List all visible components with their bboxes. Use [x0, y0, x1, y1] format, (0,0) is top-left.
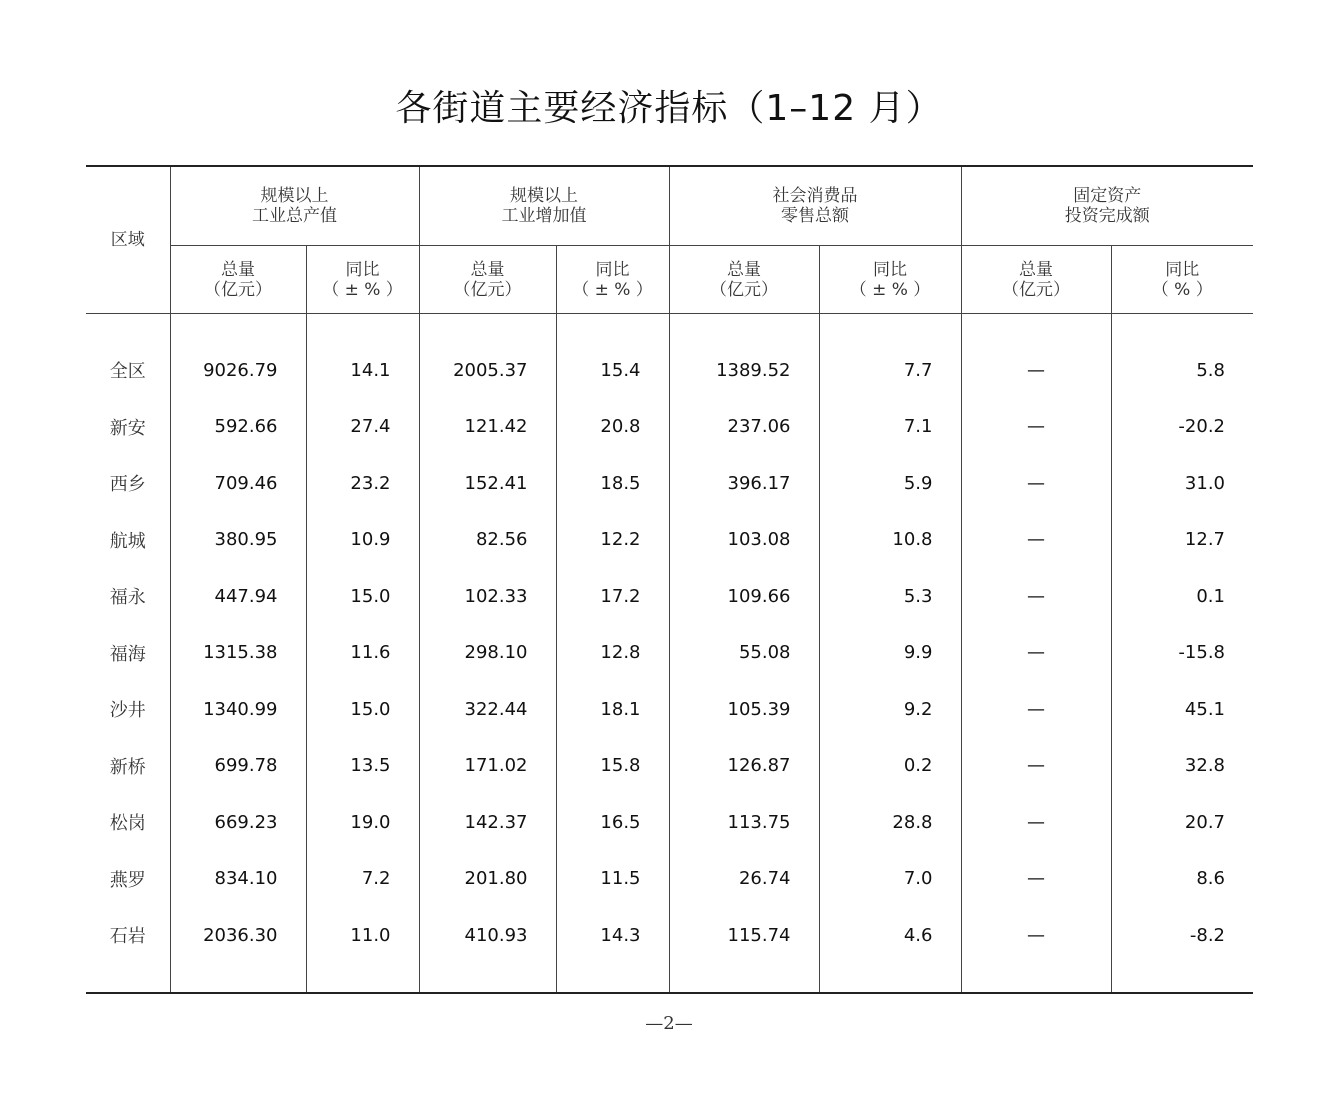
table-cell: -20.2 — [1111, 399, 1253, 456]
table-cell: 15.4 — [556, 342, 669, 399]
group-header-line1: 规模以上 — [260, 186, 329, 206]
sub-header-line2: （亿元） — [204, 279, 272, 300]
region-header: 区域 — [86, 166, 170, 314]
table-cell: 12.2 — [556, 512, 669, 569]
region-name: 新安 — [109, 417, 146, 439]
sub-header-line1: 总量 — [727, 259, 761, 280]
sub-header-line1: 总量 — [1019, 259, 1053, 280]
group-header — [669, 166, 961, 246]
table-cell: 28.8 — [819, 794, 961, 851]
table-row — [86, 399, 1253, 456]
group-header-line2: 投资完成额 — [1064, 206, 1150, 226]
table-cell: 5.8 — [1111, 342, 1253, 399]
table-header — [86, 166, 1253, 314]
table-cell: 4.6 — [819, 907, 961, 964]
group-header-line2: 工业增加值 — [501, 206, 587, 226]
region-name: 松岗 — [109, 813, 146, 835]
sub-header-line2: （亿元） — [1002, 279, 1070, 300]
table-cell: 298.10 — [419, 625, 556, 682]
table-cell: 396.17 — [669, 455, 819, 512]
table-cell: 237.06 — [669, 399, 819, 456]
sub-header — [1111, 246, 1253, 314]
sub-header — [419, 246, 556, 314]
table-cell: 18.1 — [556, 681, 669, 738]
table-cell: 23.2 — [306, 455, 419, 512]
sub-header-line1: 同比 — [345, 259, 380, 280]
table-cell: 152.41 — [419, 455, 556, 512]
table-row — [86, 681, 1253, 738]
group-header-line1: 固定资产 — [1073, 186, 1142, 206]
table-row — [86, 625, 1253, 682]
table-cell: — — [961, 794, 1111, 851]
region-name: 航城 — [109, 530, 146, 552]
table-row — [86, 568, 1253, 625]
table-cell: — — [961, 399, 1111, 456]
table-cell: 9.9 — [819, 625, 961, 682]
table-cell: — — [961, 342, 1111, 399]
group-header-line2: 工业总产值 — [252, 206, 337, 226]
spacer-row — [86, 964, 1253, 993]
table-cell: -15.8 — [1111, 625, 1253, 682]
table-cell: 410.93 — [419, 907, 556, 964]
table-cell: 45.1 — [1111, 681, 1253, 738]
table-row — [86, 512, 1253, 569]
sub-header-line2: （亿元） — [453, 279, 522, 300]
sub-header-line2: （亿元） — [710, 279, 778, 300]
table-cell: 55.08 — [669, 625, 819, 682]
table-cell: 9026.79 — [170, 342, 306, 399]
table-cell: — — [961, 851, 1111, 908]
table-cell: -8.2 — [1111, 907, 1253, 964]
table-cell: 26.74 — [669, 851, 819, 908]
sub-header-line2: （ ± % ） — [572, 279, 653, 300]
table-cell: 7.7 — [819, 342, 961, 399]
page-title: 各街道主要经济指标（1–12 月） — [395, 88, 943, 129]
table-cell: 20.7 — [1111, 794, 1253, 851]
sub-header — [819, 246, 961, 314]
group-header — [961, 166, 1253, 246]
table-body — [86, 314, 1253, 993]
table-cell: 19.0 — [306, 794, 419, 851]
table-cell: — — [961, 738, 1111, 795]
table-cell: 11.5 — [556, 851, 669, 908]
table-row — [86, 851, 1253, 908]
group-header-line1: 规模以上 — [510, 186, 578, 206]
table-cell: 12.7 — [1111, 512, 1253, 569]
table-cell: 18.5 — [556, 455, 669, 512]
region-name: 福永 — [109, 587, 146, 609]
table-cell: 15.0 — [306, 681, 419, 738]
table-cell: 669.23 — [170, 794, 306, 851]
table-cell: 7.1 — [819, 399, 961, 456]
table-cell: 14.1 — [306, 342, 419, 399]
table-cell: 102.33 — [419, 568, 556, 625]
table-row — [86, 738, 1253, 795]
table-cell: 592.66 — [170, 399, 306, 456]
table-cell: 13.5 — [306, 738, 419, 795]
table-cell: 1315.38 — [170, 625, 306, 682]
region-name: 燕罗 — [109, 869, 146, 891]
table-cell: 2036.30 — [170, 907, 306, 964]
economic-indicators-table — [86, 165, 1253, 994]
sub-header-line2: （ ± % ） — [322, 279, 403, 300]
table-cell: 109.66 — [669, 568, 819, 625]
sub-header-line1: 同比 — [1165, 259, 1200, 280]
table-row — [86, 342, 1253, 399]
table-cell: 709.46 — [170, 455, 306, 512]
table-cell: 171.02 — [419, 738, 556, 795]
table-cell: 126.87 — [669, 738, 819, 795]
sub-header — [170, 246, 306, 314]
table-cell: 105.39 — [669, 681, 819, 738]
table-cell: 7.2 — [306, 851, 419, 908]
group-header — [419, 166, 669, 246]
table-cell: 115.74 — [669, 907, 819, 964]
table-cell: 121.42 — [419, 399, 556, 456]
region-name: 全区 — [109, 361, 146, 383]
table-cell: 15.8 — [556, 738, 669, 795]
table-cell: — — [961, 512, 1111, 569]
page-number: —2— — [645, 1013, 693, 1034]
sub-header — [961, 246, 1111, 314]
table-cell: 834.10 — [170, 851, 306, 908]
table-cell: 9.2 — [819, 681, 961, 738]
table-cell: 5.9 — [819, 455, 961, 512]
table-cell: 10.8 — [819, 512, 961, 569]
table-cell: 322.44 — [419, 681, 556, 738]
table-cell: 12.8 — [556, 625, 669, 682]
group-header — [170, 166, 419, 246]
table-cell: 31.0 — [1111, 455, 1253, 512]
region-name: 福海 — [109, 643, 146, 665]
table-cell: 8.6 — [1111, 851, 1253, 908]
table-cell: 0.2 — [819, 738, 961, 795]
table-cell: 32.8 — [1111, 738, 1253, 795]
table-row — [86, 907, 1253, 964]
group-header-line1: 社会消费品 — [772, 186, 858, 206]
table-cell: 1389.52 — [669, 342, 819, 399]
sub-header-line1: 总量 — [470, 259, 505, 280]
sub-header — [556, 246, 669, 314]
table-cell: 20.8 — [556, 399, 669, 456]
region-name: 石岩 — [109, 926, 146, 948]
sub-header-line1: 同比 — [595, 259, 630, 280]
table-cell: 699.78 — [170, 738, 306, 795]
table-cell: 11.6 — [306, 625, 419, 682]
table-cell: 11.0 — [306, 907, 419, 964]
table-cell: 0.1 — [1111, 568, 1253, 625]
table-cell: 15.0 — [306, 568, 419, 625]
table-row — [86, 794, 1253, 851]
table-cell: 447.94 — [170, 568, 306, 625]
table-cell: — — [961, 568, 1111, 625]
table-cell: 5.3 — [819, 568, 961, 625]
sub-header-line2: （ % ） — [1151, 279, 1213, 300]
region-name: 西乡 — [109, 474, 146, 496]
sub-header — [669, 246, 819, 314]
table-cell: 14.3 — [556, 907, 669, 964]
table-cell: 103.08 — [669, 512, 819, 569]
region-name: 新桥 — [109, 756, 146, 778]
sub-header-line1: 总量 — [221, 259, 255, 280]
table-cell: 1340.99 — [170, 681, 306, 738]
sub-header-line1: 同比 — [873, 259, 907, 280]
group-header-line2: 零售总额 — [781, 206, 849, 226]
table-cell: 7.0 — [819, 851, 961, 908]
sub-header-line2: （ ± % ） — [849, 279, 931, 300]
region-name: 沙井 — [109, 700, 146, 722]
spacer-row — [86, 314, 1253, 343]
table-cell: — — [961, 681, 1111, 738]
table-cell: 17.2 — [556, 568, 669, 625]
sub-header — [306, 246, 419, 314]
table-cell: 16.5 — [556, 794, 669, 851]
table-cell: — — [961, 625, 1111, 682]
table-cell: 10.9 — [306, 512, 419, 569]
table-cell: 27.4 — [306, 399, 419, 456]
table-cell: 113.75 — [669, 794, 819, 851]
table-cell: 380.95 — [170, 512, 306, 569]
table-cell: 201.80 — [419, 851, 556, 908]
table-cell: 2005.37 — [419, 342, 556, 399]
table-cell: 82.56 — [419, 512, 556, 569]
table-cell: — — [961, 455, 1111, 512]
table-cell: — — [961, 907, 1111, 964]
table-row — [86, 455, 1253, 512]
table-cell: 142.37 — [419, 794, 556, 851]
